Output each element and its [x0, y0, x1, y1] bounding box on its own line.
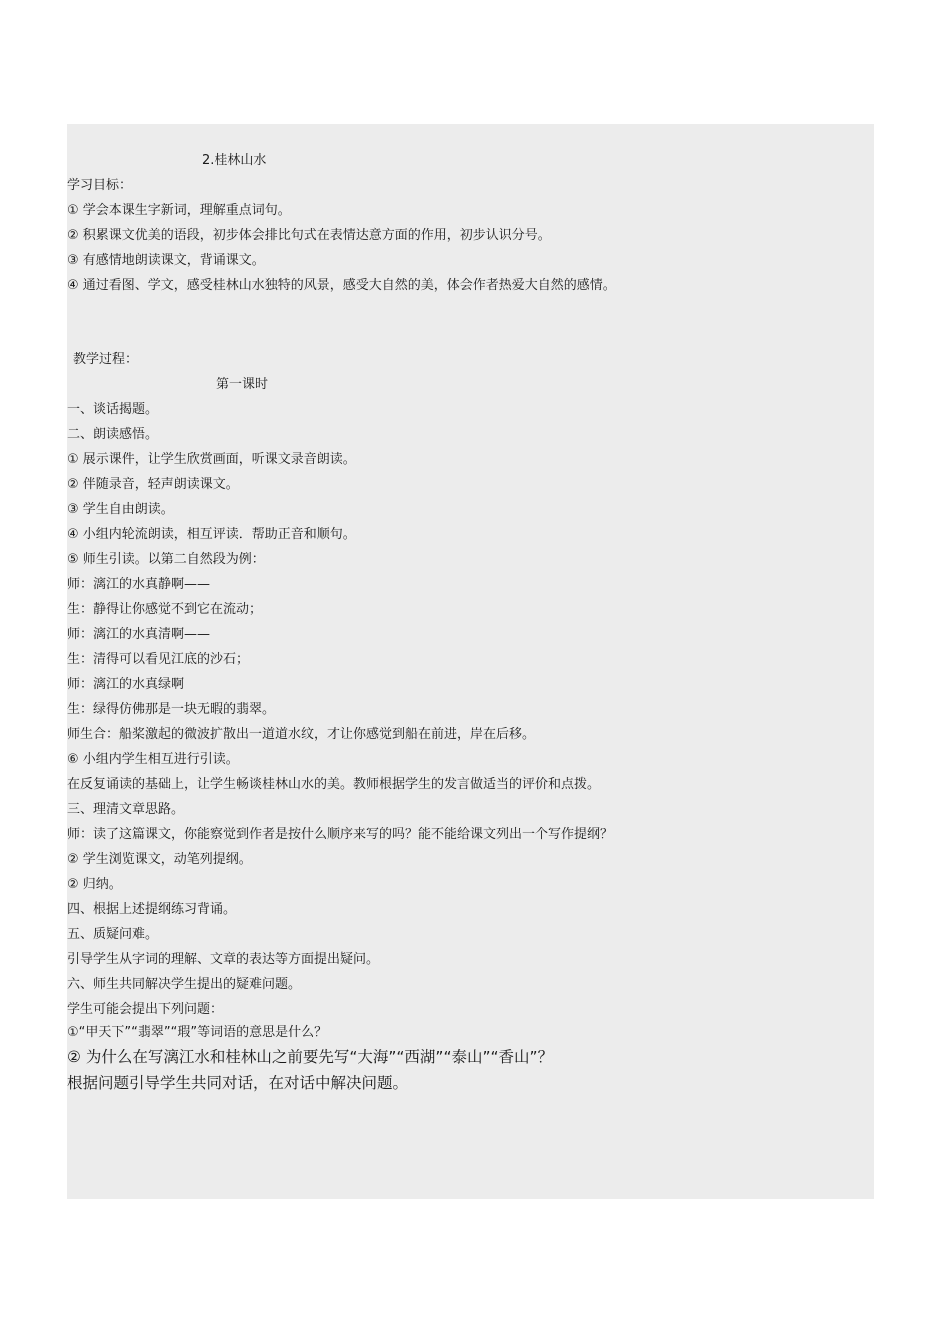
body-line: 师：漓江的水真绿啊 [67, 677, 185, 692]
body-line: 三、理清文章思路。 [67, 802, 185, 817]
body-line: 二、朗读感悟。 [67, 427, 159, 442]
body-line: 引导学生从字词的理解、文章的表达等方面提出疑问。 [67, 952, 380, 967]
body-line: ⑤ 师生引读。以第二自然段为例： [67, 552, 265, 567]
body-line: 四、根据上述提纲练习背诵。 [67, 902, 237, 917]
body-line: ⑥ 小组内学生相互进行引读。 [67, 752, 239, 767]
closing-line: 根据问题引导学生共同对话，在对话中解决问题。 [67, 1074, 409, 1092]
process-heading: 教学过程： [73, 352, 139, 367]
body-line: ① 展示课件，让学生欣赏画面，听课文录音朗读。 [67, 452, 356, 467]
body-line: ①“甲天下”“翡翠”“瑕”等词语的意思是什么？ [67, 1025, 328, 1040]
objective-item: ② 积累课文优美的语段，初步体会排比句式在表情达意方面的作用，初步认识分号。 [67, 228, 551, 243]
body-line: ④ 小组内轮流朗读，相互评读．帮助正音和顺句。 [67, 527, 356, 542]
lesson-heading: 2.桂林山水 [202, 153, 267, 168]
body-line: 一、谈话揭题。 [67, 402, 159, 417]
objective-item: ④ 通过看图、学文，感受桂林山水独特的风景，感受大自然的美，体会作者热爱大自然的感情。 [67, 278, 616, 293]
body-line: 六、师生共同解决学生提出的疑难问题。 [67, 977, 302, 992]
closing-question: ② 为什么在写漓江水和桂林山之前要先写“大海”“西湖”“泰山”“香山”？ [67, 1048, 554, 1066]
body-line: 师：漓江的水真静啊—— [67, 577, 211, 592]
objective-item: ① 学会本课生字新词，理解重点词句。 [67, 203, 291, 218]
objective-item: ③ 有感情地朗读课文，背诵课文。 [67, 253, 265, 268]
objectives-heading: 学习目标： [67, 178, 133, 193]
body-line: 师生合：船桨激起的微波扩散出一道道水纹，才让你感觉到船在前进，岸在后移。 [67, 727, 536, 742]
body-line: 五、质疑问难。 [67, 927, 159, 942]
body-line: 学生可能会提出下列问题： [67, 1002, 224, 1017]
document-page [67, 124, 874, 1199]
body-line: 师：漓江的水真清啊—— [67, 627, 211, 642]
body-line: ② 归纳。 [67, 877, 122, 892]
body-line: 生：清得可以看见江底的沙石； [67, 652, 250, 667]
body-line: 生：绿得仿佛那是一块无暇的翡翠。 [67, 702, 276, 717]
body-line: ③ 学生自由朗读。 [67, 502, 174, 517]
body-line: ② 学生浏览课文，动笔列提纲。 [67, 852, 252, 867]
lesson-period-title: 第一课时 [216, 377, 269, 392]
body-line: ② 伴随录音，轻声朗读课文。 [67, 477, 239, 492]
body-line: 在反复诵读的基础上，让学生畅谈桂林山水的美。教师根据学生的发言做适当的评价和点拨。 [67, 777, 601, 792]
body-line: 师：读了这篇课文，你能察觉到作者是按什么顺序来写的吗？能不能给课文列出一个写作提纲？ [67, 827, 614, 842]
body-line: 生：静得让你感觉不到它在流动； [67, 602, 263, 617]
